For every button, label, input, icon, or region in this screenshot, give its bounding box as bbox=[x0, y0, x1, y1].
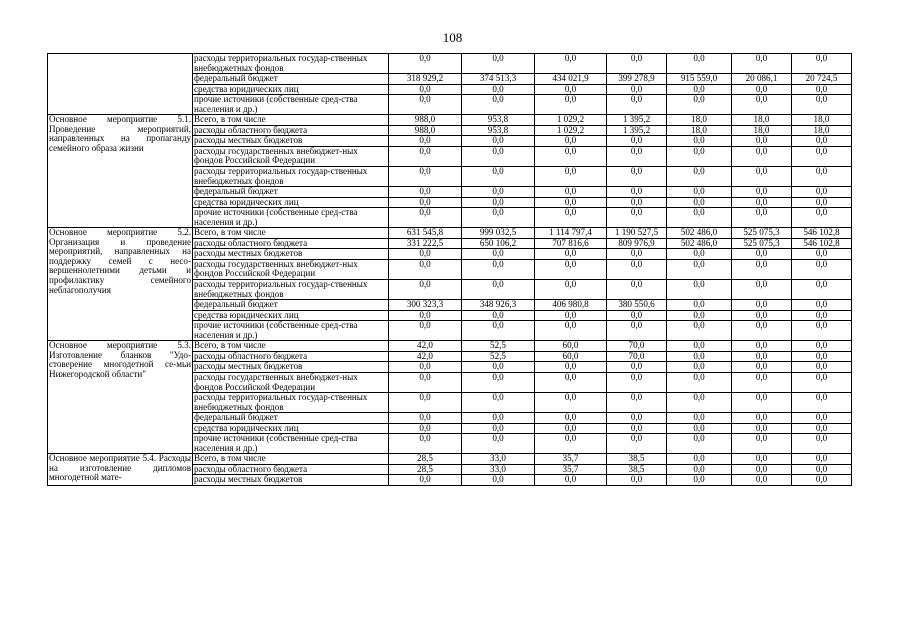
amount-cell: 0,0 bbox=[792, 372, 852, 392]
amount-cell: 988,0 bbox=[389, 125, 462, 136]
amount-cell: 0,0 bbox=[667, 321, 732, 341]
amount-cell: 60,0 bbox=[535, 341, 607, 352]
amount-cell: 0,0 bbox=[792, 54, 852, 74]
table-row bbox=[48, 54, 852, 74]
amount-cell: 0,0 bbox=[792, 167, 852, 187]
amount-cell: 0,0 bbox=[607, 372, 667, 392]
amount-cell: 0,0 bbox=[389, 136, 462, 147]
amount-cell: 0,0 bbox=[462, 167, 535, 187]
amount-cell: 0,0 bbox=[389, 197, 462, 208]
amount-cell: 0,0 bbox=[535, 310, 607, 321]
amount-cell: 0,0 bbox=[389, 84, 462, 95]
funding-source-cell: федеральный бюджет bbox=[193, 74, 389, 85]
amount-cell: 0,0 bbox=[462, 321, 535, 341]
amount-cell: 0,0 bbox=[732, 423, 792, 434]
amount-cell: 0,0 bbox=[667, 300, 732, 311]
amount-cell: 0,0 bbox=[667, 475, 732, 486]
amount-cell: 0,0 bbox=[389, 475, 462, 486]
amount-cell: 0,0 bbox=[732, 249, 792, 260]
amount-cell: 0,0 bbox=[607, 136, 667, 147]
amount-cell: 525 075,3 bbox=[732, 228, 792, 239]
amount-cell: 0,0 bbox=[667, 280, 732, 300]
funding-source-cell: федеральный бюджет bbox=[193, 187, 389, 198]
amount-cell: 0,0 bbox=[792, 351, 852, 362]
amount-cell: 0,0 bbox=[732, 351, 792, 362]
amount-cell: 35,7 bbox=[535, 454, 607, 465]
amount-cell: 0,0 bbox=[732, 372, 792, 392]
amount-cell: 0,0 bbox=[389, 167, 462, 187]
amount-cell: 0,0 bbox=[792, 434, 852, 454]
amount-cell: 0,0 bbox=[732, 280, 792, 300]
amount-cell: 988,0 bbox=[389, 115, 462, 126]
amount-cell: 0,0 bbox=[667, 259, 732, 279]
amount-cell: 0,0 bbox=[462, 259, 535, 279]
amount-cell: 0,0 bbox=[535, 393, 607, 413]
funding-source-cell: прочие источники (собственные сред-ства населения и др.) bbox=[193, 434, 389, 454]
funding-source-cell: расходы местных бюджетов bbox=[193, 362, 389, 373]
amount-cell: 1 395,2 bbox=[607, 115, 667, 126]
funding-source-cell: расходы государственных внебюджет-ных фондов Российской Федерации bbox=[193, 259, 389, 279]
amount-cell: 0,0 bbox=[607, 321, 667, 341]
activity-cell: Основное мероприятие 5.1. Проведение мероприятий, направленных на пропаганду семейного образа жизни bbox=[48, 115, 193, 228]
amount-cell: 18,0 bbox=[667, 115, 732, 126]
amount-cell: 0,0 bbox=[535, 187, 607, 198]
amount-cell: 0,0 bbox=[667, 434, 732, 454]
amount-cell: 42,0 bbox=[389, 341, 462, 352]
amount-cell: 502 486,0 bbox=[667, 238, 732, 249]
amount-cell: 0,0 bbox=[462, 393, 535, 413]
funding-source-cell: федеральный бюджет bbox=[193, 300, 389, 311]
amount-cell: 0,0 bbox=[462, 136, 535, 147]
amount-cell: 18,0 bbox=[792, 125, 852, 136]
amount-cell: 434 021,9 bbox=[535, 74, 607, 85]
amount-cell: 0,0 bbox=[792, 136, 852, 147]
amount-cell: 0,0 bbox=[389, 423, 462, 434]
funding-source-cell: средства юридических лиц bbox=[193, 310, 389, 321]
amount-cell: 0,0 bbox=[607, 280, 667, 300]
amount-cell: 0,0 bbox=[607, 393, 667, 413]
amount-cell: 0,0 bbox=[535, 280, 607, 300]
amount-cell: 502 486,0 bbox=[667, 228, 732, 239]
funding-source-cell: расходы территориальных государ-ственных внебюджетных фондов bbox=[193, 280, 389, 300]
amount-cell: 38,5 bbox=[607, 464, 667, 475]
amount-cell: 0,0 bbox=[667, 54, 732, 74]
amount-cell: 0,0 bbox=[389, 362, 462, 373]
funding-source-cell: Всего, в том числе bbox=[193, 115, 389, 126]
amount-cell: 331 222,5 bbox=[389, 238, 462, 249]
amount-cell: 380 550,6 bbox=[607, 300, 667, 311]
amount-cell: 0,0 bbox=[792, 362, 852, 373]
amount-cell: 0,0 bbox=[732, 413, 792, 424]
amount-cell: 0,0 bbox=[732, 464, 792, 475]
amount-cell: 1 029,2 bbox=[535, 125, 607, 136]
funding-source-cell: расходы местных бюджетов bbox=[193, 136, 389, 147]
amount-cell: 0,0 bbox=[535, 259, 607, 279]
funding-source-cell: средства юридических лиц bbox=[193, 84, 389, 95]
amount-cell: 28,5 bbox=[389, 454, 462, 465]
amount-cell: 0,0 bbox=[607, 208, 667, 228]
amount-cell: 399 278,9 bbox=[607, 74, 667, 85]
funding-source-cell: расходы областного бюджета bbox=[193, 464, 389, 475]
amount-cell: 0,0 bbox=[667, 341, 732, 352]
amount-cell: 0,0 bbox=[792, 187, 852, 198]
amount-cell: 70,0 bbox=[607, 341, 667, 352]
amount-cell: 0,0 bbox=[462, 197, 535, 208]
amount-cell: 0,0 bbox=[792, 95, 852, 115]
amount-cell: 707 816,6 bbox=[535, 238, 607, 249]
amount-cell: 0,0 bbox=[607, 95, 667, 115]
funding-source-cell: средства юридических лиц bbox=[193, 197, 389, 208]
funding-source-cell: расходы территориальных государ-ственных внебюджетных фондов bbox=[193, 167, 389, 187]
amount-cell: 0,0 bbox=[389, 259, 462, 279]
amount-cell: 0,0 bbox=[667, 454, 732, 465]
amount-cell: 631 545,8 bbox=[389, 228, 462, 239]
amount-cell: 0,0 bbox=[607, 54, 667, 74]
amount-cell: 0,0 bbox=[462, 362, 535, 373]
amount-cell: 0,0 bbox=[792, 197, 852, 208]
amount-cell: 0,0 bbox=[535, 197, 607, 208]
amount-cell: 0,0 bbox=[389, 249, 462, 260]
funding-source-cell: расходы государственных внебюджет-ных фондов Российской Федерации bbox=[193, 146, 389, 166]
funding-source-cell: федеральный бюджет bbox=[193, 413, 389, 424]
amount-cell: 0,0 bbox=[732, 321, 792, 341]
amount-cell: 374 513,3 bbox=[462, 74, 535, 85]
amount-cell: 0,0 bbox=[389, 321, 462, 341]
amount-cell: 0,0 bbox=[462, 84, 535, 95]
amount-cell: 0,0 bbox=[607, 310, 667, 321]
amount-cell: 0,0 bbox=[607, 167, 667, 187]
activity-cell-continued bbox=[48, 54, 193, 115]
amount-cell: 0,0 bbox=[792, 454, 852, 465]
funding-source-cell: Всего, в том числе bbox=[193, 228, 389, 239]
amount-cell: 0,0 bbox=[732, 454, 792, 465]
amount-cell: 0,0 bbox=[667, 136, 732, 147]
amount-cell: 406 980,8 bbox=[535, 300, 607, 311]
funding-source-cell: прочие источники (собственные сред-ства населения и др.) bbox=[193, 95, 389, 115]
amount-cell: 0,0 bbox=[732, 136, 792, 147]
table-body bbox=[48, 54, 852, 486]
table-row bbox=[48, 454, 852, 465]
amount-cell: 0,0 bbox=[732, 187, 792, 198]
funding-source-cell: расходы территориальных государ-ственных внебюджетных фондов bbox=[193, 54, 389, 74]
amount-cell: 1 029,2 bbox=[535, 115, 607, 126]
amount-cell: 0,0 bbox=[732, 259, 792, 279]
amount-cell: 953,8 bbox=[462, 125, 535, 136]
funding-source-cell: средства юридических лиц bbox=[193, 423, 389, 434]
amount-cell: 0,0 bbox=[792, 310, 852, 321]
activity-cell: Основное мероприятие 5.4. Расходы на изготовление дипломов многодетной мате- bbox=[48, 454, 193, 486]
funding-source-cell: расходы областного бюджета bbox=[193, 351, 389, 362]
amount-cell: 0,0 bbox=[607, 413, 667, 424]
funding-source-cell: расходы местных бюджетов bbox=[193, 475, 389, 486]
amount-cell: 0,0 bbox=[389, 146, 462, 166]
amount-cell: 0,0 bbox=[792, 146, 852, 166]
amount-cell: 0,0 bbox=[792, 280, 852, 300]
amount-cell: 0,0 bbox=[732, 310, 792, 321]
amount-cell: 0,0 bbox=[535, 95, 607, 115]
amount-cell: 0,0 bbox=[732, 84, 792, 95]
amount-cell: 0,0 bbox=[535, 423, 607, 434]
amount-cell: 0,0 bbox=[667, 249, 732, 260]
amount-cell: 0,0 bbox=[607, 197, 667, 208]
amount-cell: 300 323,3 bbox=[389, 300, 462, 311]
amount-cell: 0,0 bbox=[462, 249, 535, 260]
amount-cell: 915 559,0 bbox=[667, 74, 732, 85]
funding-source-cell: расходы областного бюджета bbox=[193, 238, 389, 249]
amount-cell: 0,0 bbox=[607, 362, 667, 373]
amount-cell: 0,0 bbox=[607, 249, 667, 260]
amount-cell: 0,0 bbox=[462, 187, 535, 198]
amount-cell: 0,0 bbox=[732, 362, 792, 373]
amount-cell: 0,0 bbox=[732, 167, 792, 187]
amount-cell: 0,0 bbox=[535, 136, 607, 147]
amount-cell: 546 102,8 bbox=[792, 228, 852, 239]
amount-cell: 20 086,1 bbox=[732, 74, 792, 85]
amount-cell: 0,0 bbox=[389, 372, 462, 392]
amount-cell: 0,0 bbox=[535, 413, 607, 424]
amount-cell: 0,0 bbox=[389, 434, 462, 454]
amount-cell: 33,0 bbox=[462, 464, 535, 475]
amount-cell: 0,0 bbox=[462, 413, 535, 424]
amount-cell: 0,0 bbox=[389, 54, 462, 74]
amount-cell: 0,0 bbox=[607, 423, 667, 434]
amount-cell: 0,0 bbox=[462, 434, 535, 454]
amount-cell: 0,0 bbox=[462, 146, 535, 166]
funding-source-cell: расходы местных бюджетов bbox=[193, 249, 389, 260]
amount-cell: 60,0 bbox=[535, 351, 607, 362]
amount-cell: 0,0 bbox=[732, 54, 792, 74]
amount-cell: 0,0 bbox=[792, 413, 852, 424]
amount-cell: 525 075,3 bbox=[732, 238, 792, 249]
funding-source-cell: расходы государственных внебюджет-ных фондов Российской Федерации bbox=[193, 372, 389, 392]
amount-cell: 318 929,2 bbox=[389, 74, 462, 85]
amount-cell: 0,0 bbox=[462, 423, 535, 434]
amount-cell: 0,0 bbox=[792, 84, 852, 95]
amount-cell: 0,0 bbox=[535, 321, 607, 341]
activity-cell: Основное мероприятие 5.2. Организация и проведение мероприятий, направленных на поддержку семей с несо-вершеннолетними детьми и профилактику семейного неблагополучия bbox=[48, 228, 193, 341]
amount-cell: 18,0 bbox=[732, 125, 792, 136]
table-row bbox=[48, 228, 852, 239]
activity-cell: Основное мероприятие 5.3. Изготовление бланков "Удо-стоверение многодетной се-мьи Нижегородской области" bbox=[48, 341, 193, 454]
amount-cell: 0,0 bbox=[535, 475, 607, 486]
amount-cell: 0,0 bbox=[792, 475, 852, 486]
amount-cell: 0,0 bbox=[462, 208, 535, 228]
amount-cell: 0,0 bbox=[462, 54, 535, 74]
funding-source-cell: прочие источники (собственные сред-ства населения и др.) bbox=[193, 321, 389, 341]
amount-cell: 1 114 797,4 bbox=[535, 228, 607, 239]
amount-cell: 0,0 bbox=[535, 372, 607, 392]
amount-cell: 0,0 bbox=[607, 187, 667, 198]
amount-cell: 0,0 bbox=[667, 208, 732, 228]
amount-cell: 0,0 bbox=[667, 362, 732, 373]
amount-cell: 0,0 bbox=[667, 351, 732, 362]
amount-cell: 0,0 bbox=[535, 167, 607, 187]
amount-cell: 0,0 bbox=[607, 434, 667, 454]
amount-cell: 38,5 bbox=[607, 454, 667, 465]
amount-cell: 0,0 bbox=[732, 95, 792, 115]
amount-cell: 0,0 bbox=[792, 249, 852, 260]
amount-cell: 0,0 bbox=[535, 84, 607, 95]
budget-table bbox=[47, 53, 852, 486]
amount-cell: 0,0 bbox=[535, 208, 607, 228]
amount-cell: 0,0 bbox=[389, 208, 462, 228]
amount-cell: 348 926,3 bbox=[462, 300, 535, 311]
amount-cell: 0,0 bbox=[792, 208, 852, 228]
funding-source-cell: расходы территориальных государ-ственных внебюджетных фондов bbox=[193, 393, 389, 413]
amount-cell: 0,0 bbox=[389, 95, 462, 115]
amount-cell: 0,0 bbox=[732, 146, 792, 166]
amount-cell: 650 106,2 bbox=[462, 238, 535, 249]
amount-cell: 33,0 bbox=[462, 454, 535, 465]
amount-cell: 0,0 bbox=[535, 249, 607, 260]
amount-cell: 52,5 bbox=[462, 341, 535, 352]
funding-source-cell: Всего, в том числе bbox=[193, 454, 389, 465]
amount-cell: 18,0 bbox=[667, 125, 732, 136]
amount-cell: 0,0 bbox=[389, 310, 462, 321]
amount-cell: 0,0 bbox=[732, 208, 792, 228]
amount-cell: 0,0 bbox=[607, 146, 667, 166]
table-row bbox=[48, 341, 852, 352]
amount-cell: 0,0 bbox=[389, 393, 462, 413]
amount-cell: 0,0 bbox=[667, 84, 732, 95]
amount-cell: 0,0 bbox=[462, 372, 535, 392]
amount-cell: 0,0 bbox=[462, 475, 535, 486]
amount-cell: 0,0 bbox=[732, 393, 792, 413]
funding-source-cell: расходы областного бюджета bbox=[193, 125, 389, 136]
amount-cell: 42,0 bbox=[389, 351, 462, 362]
amount-cell: 0,0 bbox=[667, 413, 732, 424]
amount-cell: 0,0 bbox=[667, 372, 732, 392]
amount-cell: 0,0 bbox=[732, 475, 792, 486]
funding-source-cell: прочие источники (собственные сред-ства населения и др.) bbox=[193, 208, 389, 228]
amount-cell: 0,0 bbox=[667, 197, 732, 208]
amount-cell: 18,0 bbox=[732, 115, 792, 126]
amount-cell: 0,0 bbox=[732, 197, 792, 208]
amount-cell: 0,0 bbox=[732, 300, 792, 311]
amount-cell: 0,0 bbox=[732, 434, 792, 454]
amount-cell: 0,0 bbox=[389, 280, 462, 300]
amount-cell: 28,5 bbox=[389, 464, 462, 475]
amount-cell: 0,0 bbox=[667, 310, 732, 321]
amount-cell: 0,0 bbox=[792, 393, 852, 413]
amount-cell: 0,0 bbox=[667, 95, 732, 115]
amount-cell: 0,0 bbox=[462, 280, 535, 300]
page-number: 108 bbox=[442, 30, 463, 45]
table-row bbox=[48, 115, 852, 126]
amount-cell: 0,0 bbox=[607, 259, 667, 279]
amount-cell: 0,0 bbox=[535, 146, 607, 166]
amount-cell: 0,0 bbox=[607, 475, 667, 486]
amount-cell: 953,8 bbox=[462, 115, 535, 126]
amount-cell: 0,0 bbox=[792, 341, 852, 352]
amount-cell: 0,0 bbox=[732, 341, 792, 352]
amount-cell: 0,0 bbox=[389, 413, 462, 424]
amount-cell: 809 976,9 bbox=[607, 238, 667, 249]
amount-cell: 0,0 bbox=[792, 321, 852, 341]
amount-cell: 0,0 bbox=[462, 310, 535, 321]
amount-cell: 35,7 bbox=[535, 464, 607, 475]
amount-cell: 0,0 bbox=[462, 95, 535, 115]
amount-cell: 0,0 bbox=[607, 84, 667, 95]
amount-cell: 0,0 bbox=[667, 423, 732, 434]
funding-source-cell: Всего, в том числе bbox=[193, 341, 389, 352]
amount-cell: 0,0 bbox=[792, 464, 852, 475]
amount-cell: 0,0 bbox=[667, 393, 732, 413]
amount-cell: 18,0 bbox=[792, 115, 852, 126]
amount-cell: 20 724,5 bbox=[792, 74, 852, 85]
amount-cell: 0,0 bbox=[535, 362, 607, 373]
amount-cell: 0,0 bbox=[667, 187, 732, 198]
amount-cell: 0,0 bbox=[792, 259, 852, 279]
amount-cell: 0,0 bbox=[667, 464, 732, 475]
amount-cell: 546 102,8 bbox=[792, 238, 852, 249]
amount-cell: 0,0 bbox=[389, 187, 462, 198]
amount-cell: 0,0 bbox=[792, 300, 852, 311]
amount-cell: 1 190 527,5 bbox=[607, 228, 667, 239]
amount-cell: 70,0 bbox=[607, 351, 667, 362]
amount-cell: 1 395,2 bbox=[607, 125, 667, 136]
amount-cell: 0,0 bbox=[667, 167, 732, 187]
amount-cell: 52,5 bbox=[462, 351, 535, 362]
amount-cell: 0,0 bbox=[667, 146, 732, 166]
amount-cell: 0,0 bbox=[535, 434, 607, 454]
amount-cell: 0,0 bbox=[535, 54, 607, 74]
amount-cell: 999 032,5 bbox=[462, 228, 535, 239]
amount-cell: 0,0 bbox=[792, 423, 852, 434]
